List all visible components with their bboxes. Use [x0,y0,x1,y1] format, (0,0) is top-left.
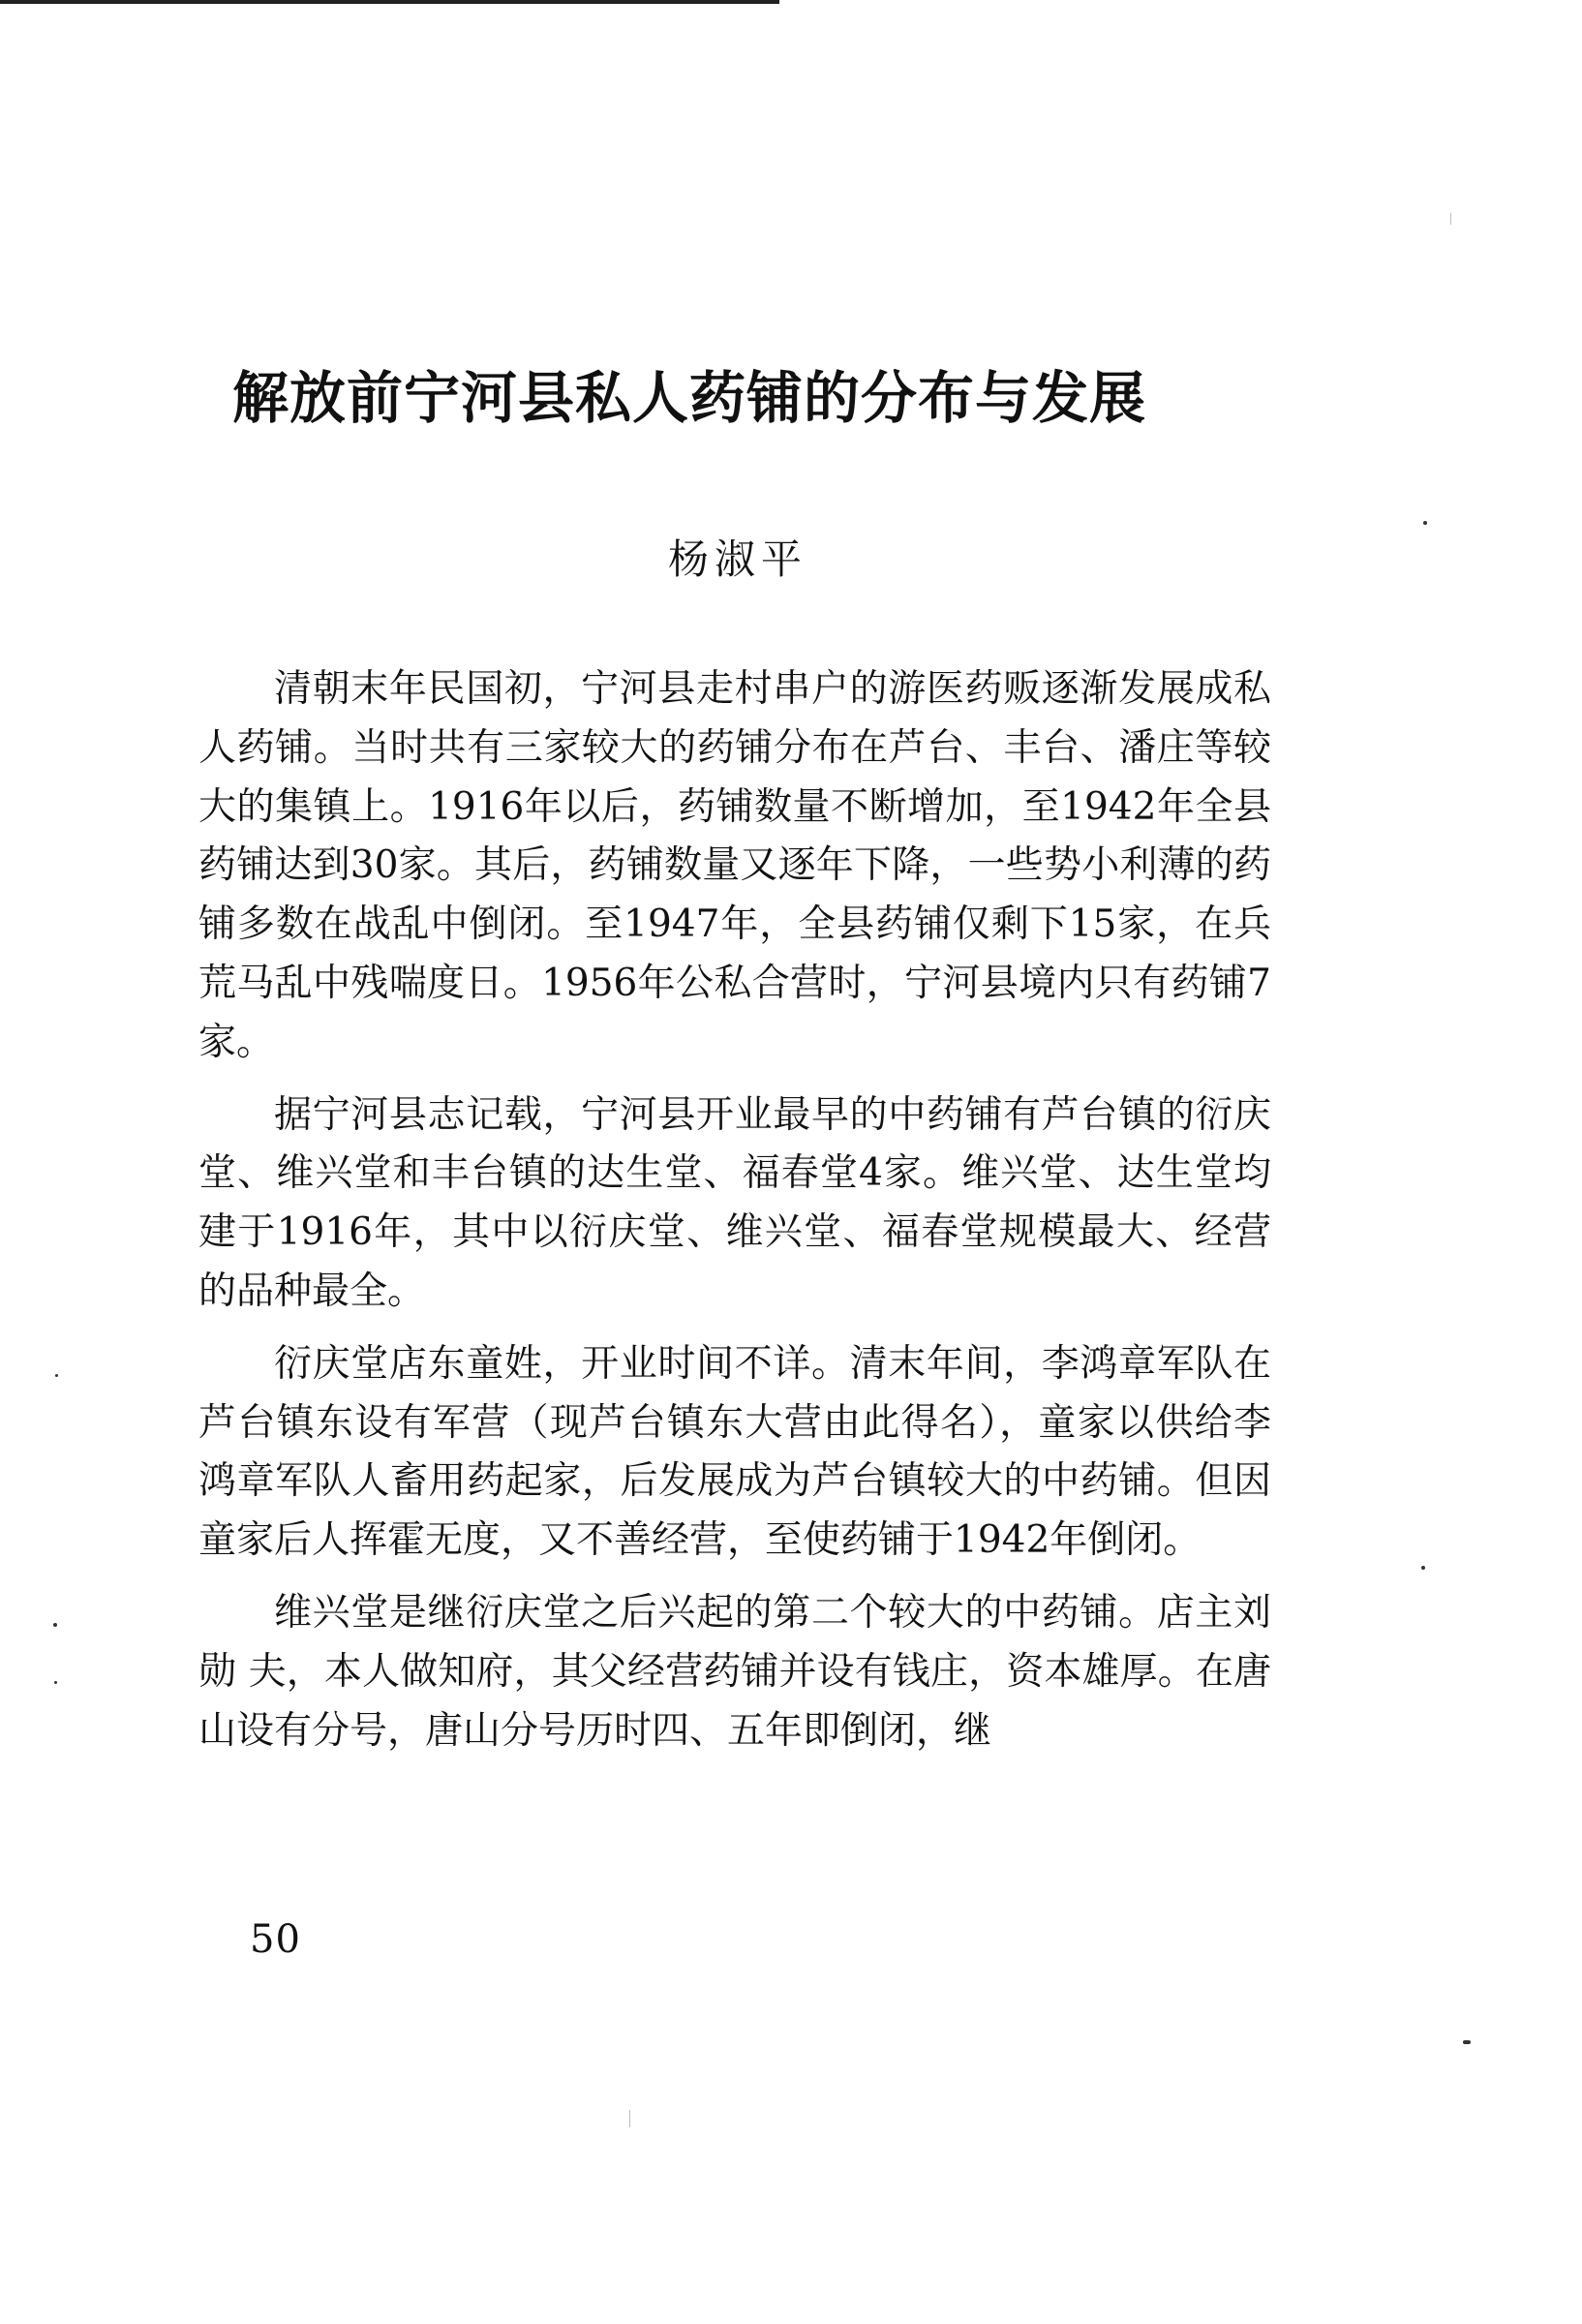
scan-speck [1423,521,1427,525]
scan-speck [54,1681,57,1684]
scan-mark [629,2110,630,2127]
page-number: 50 [250,1917,301,1962]
paragraph-1: 清朝末年民国初，宁河县走村串户的游医药贩逐渐发展成私人药铺。当时共有三家较大的药铺分布在芦台、丰台、潘庄等较大的集镇上。1916年以后，药铺数量不断增加，至1942年全县药铺达到30家。其后，药铺数量又逐年下降，一些势小利薄的药铺多数在战乱中倒闭。至1947年，全县药铺仅剩下15家，在兵荒马乱中残喘度日。1956年公私合营时，宁河县境内只有药铺7家。 [198,667,1271,1064]
article-title: 解放前宁河县私人药铺的分布与发展 [232,365,1147,431]
scan-speck [55,1374,58,1377]
scan-mark [1450,213,1451,225]
paragraph-2: 据宁河县志记载，宁河县开业最早的中药铺有芦台镇的衍庆堂、维兴堂和丰台镇的达生堂、福春堂4家。维兴堂、达生堂均建于1916年，其中以衍庆堂、维兴堂、福春堂规模最大、经营的品种最全。 [198,1092,1271,1313]
author-name: 杨淑平 [668,535,808,583]
scan-speck [53,1623,57,1627]
paragraph-3: 衍庆堂店东童姓，开业时间不详。清末年间，李鸿章军队在芦台镇东设有军营（现芦台镇东大营由此得名），童家以供给李鸿章军队人畜用药起家，后发展成为芦台镇较大的中药铺。但因童家后人挥霍无度，又不善经营，至使药铺于1942年倒闭。 [198,1341,1271,1563]
top-scan-rule [0,0,779,4]
scan-speck [1463,2040,1471,2044]
scan-speck [1421,1566,1425,1570]
paragraph-4: 维兴堂是继衍庆堂之后兴起的第二个较大的中药铺。店主刘勋 夫，本人做知府，其父经营药铺并设有钱庄，资本雄厚。在唐山设有分号，唐山分号历时四、五年即倒闭，继 [198,1590,1271,1753]
article-body [198,660,1271,1760]
